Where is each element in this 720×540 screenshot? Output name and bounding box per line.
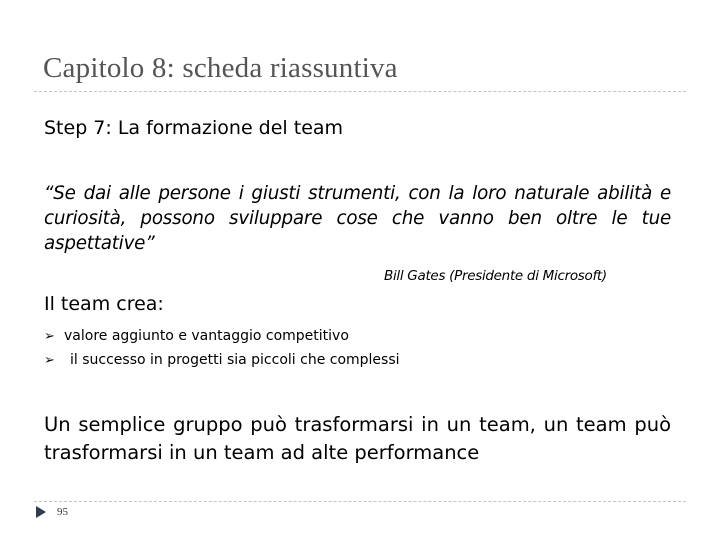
arrow-bullet-icon: ➢	[44, 329, 55, 344]
bullet-text: valore aggiunto e vantaggio competitivo	[64, 328, 349, 344]
page-number: 95	[57, 506, 68, 518]
summary-text: Un semplice gruppo può trasformarsi in un team, un team può trasformarsi in un team ad alte performance	[44, 413, 671, 464]
team-heading: Il team crea:	[44, 293, 164, 315]
triangle-marker-icon	[36, 506, 46, 518]
slide-title: Capitolo 8: scheda riassuntiva	[43, 52, 398, 84]
step-heading: Step 7: La formazione del team	[44, 117, 344, 139]
quote-attribution: Bill Gates (Presidente di Microsoft)	[384, 268, 607, 284]
footer-divider	[34, 501, 686, 502]
title-divider	[34, 91, 686, 92]
quote-text: “Se dai alle persone i giusti strumenti, con la loro naturale abilità e curiosità, possono sviluppare cose che vanno ben oltre le tue aspettative”	[44, 183, 671, 254]
arrow-bullet-icon: ➢	[44, 353, 55, 368]
bullet-text: il successo in progetti sia piccoli che complessi	[70, 352, 400, 368]
